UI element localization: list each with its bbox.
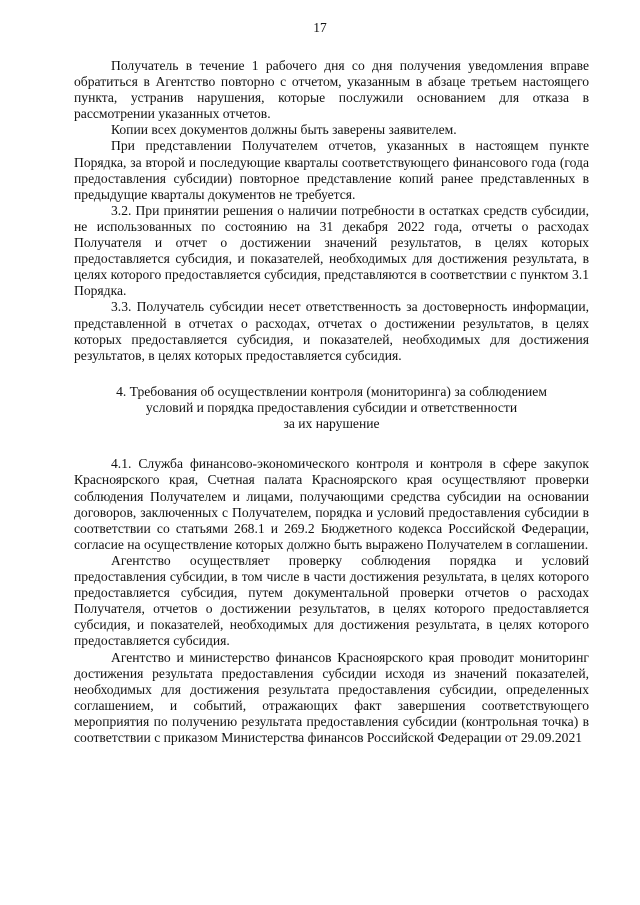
document-body [74,58,589,746]
paragraph-clause-4-1: 4.1. Служба финансово-экономического контроля и контроля в сфере закупок Красноярского края, Счетная палата Красноярского края осуществляют проверки соблюдения Получателем и лицами, получающими средства субсидии на основании договоров, заключенных с Получателем, порядка и условий предоставления субсидии в соответствии со статьями 268.1 и 269.2 Бюджетного кодекса Российской Федерации, согласие на осуществление которых должно быть выражено Получателем в соглашении. [74,456,589,552]
paragraph-resubmission: Получатель в течение 1 рабочего дня со дня получения уведомления вправе обратиться в Агентство повторно с отчетом, указанным в абзаце третьем настоящего пункта, устранив нарушения, которые послужили основанием для отказа в рассмотрении указанных отчетов. [74,58,589,122]
paragraph-clause-3-3: 3.3. Получатель субсидии несет ответственность за достоверность информации, представленной в отчетах о расходах, отчетах о достижении результатов, в целях которых предоставляется субсидия, и показателей, необходимых для достижения результатов, в целях которых предоставляется субсидия. [74,299,589,363]
paragraph-document-copies: Копии всех документов должны быть заверены заявителем. [111,122,457,138]
section-4-title [74,384,589,433]
paragraph-agency-inspection: Агентство осуществляет проверку соблюдения порядка и условий предоставления субсидии, в том числе в части достижения результата, в целях которого предоставляется субсидия, путем документальной проверки отчетов о расходах Получателя, отчетов о достижении результатов, в целях которого предоставляется субсидия, и показателей, необходимых для достижения результата, в целях которого предоставляется субсидия. [74,552,589,649]
page-number: 17 [313,20,327,35]
paragraph-quarterly-reports: При представлении Получателем отчетов, указанных в настоящем пункте Порядка, за второй и последующие кварталы соответствующего финансового года (года предоставления субсидии) повторное представление копий ранее представленных в предыдущие кварталы документов не требуется. [74,138,589,202]
section-title-line-1: 4. Требования об осуществлении контроля (мониторинга) за соблюдением [116,383,547,399]
section-title-line-2: условий и порядка предоставления субсидии и ответственности [145,399,518,415]
paragraph-monitoring: Агентство и министерство финансов Красноярского края проводит мониторинг достижения результата предоставления субсидии исходя из значений показателей, необходимых для достижения результата предоставления субсидии, определенных соглашением, и событий, отражающих факт завершения соответствующего мероприятия по получению результата предоставления субсидии (контрольная точка) в соответствии с приказом Министерства финансов Российской Федерации от 29.09.2021 [74,649,589,745]
section-title-line-3: за их нарушение [283,416,380,432]
paragraph-clause-3-2: 3.2. При принятии решения о наличии потребности в остатках средств субсидии, не использованных по состоянию на 31 декабря 2022 года, отчеты о расходах Получателя и отчет о достижении значений результатов, в целях которых предоставляется субсидия, и показателей, необходимых для достижения результата, в целях которого предоставляется субсидия, представляются в соответствии с пунктом 3.1 Порядка. [74,202,589,299]
